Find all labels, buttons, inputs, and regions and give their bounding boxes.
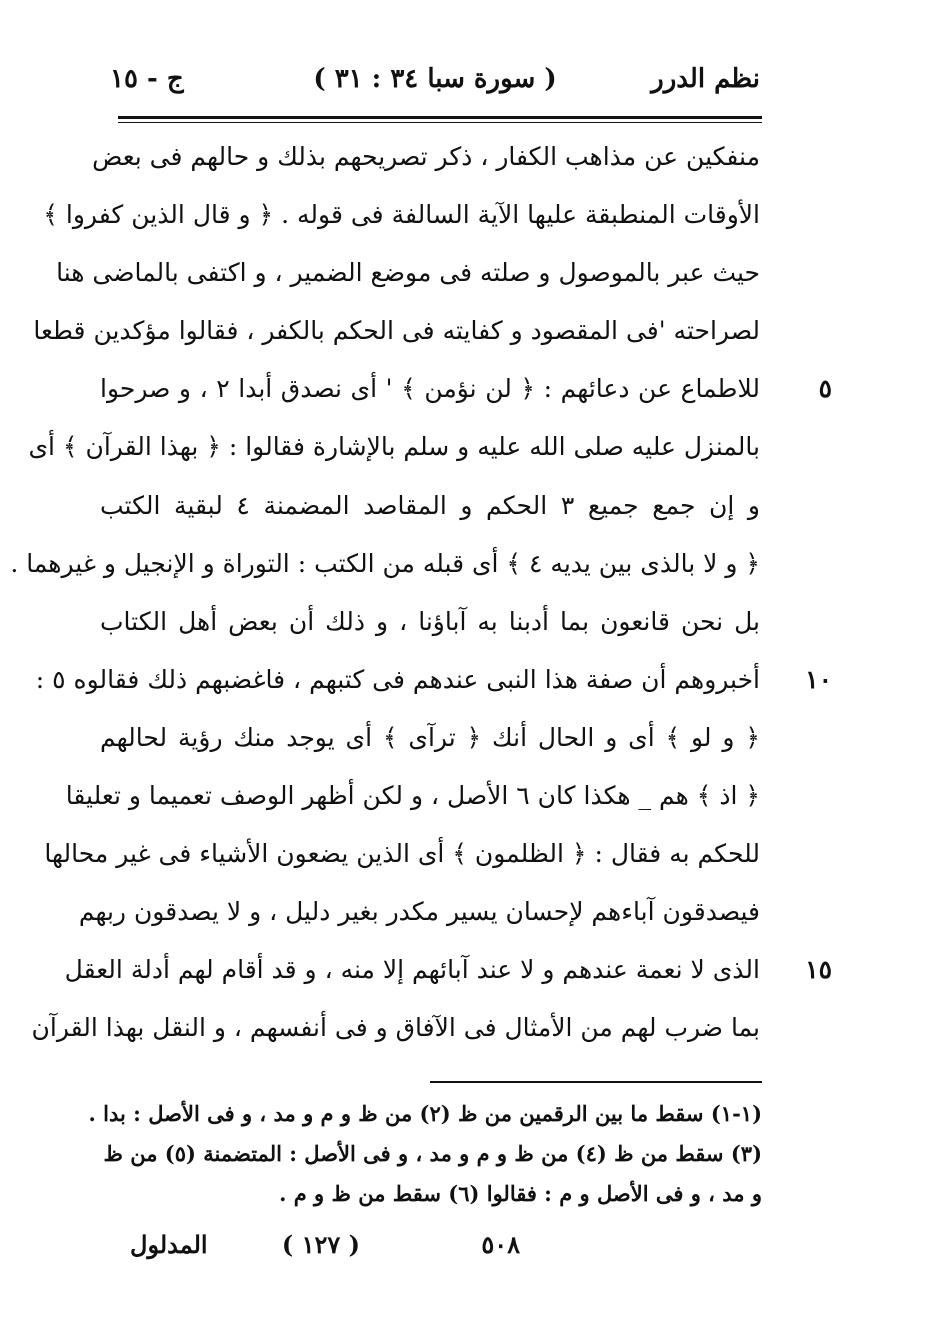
text-line: لصراحته 'فى المقصود و كفايته فى الحكم بالكفر ، فقالوا مؤكدين قطعا [33,316,760,346]
book-title: نظم الدرر [651,64,760,94]
volume-number: ج - ١٥ [110,64,184,94]
footnote-line: (٣) سقط من ظ (٤) من ظ و م و مد ، و فى الأصل : المتضمنة (٥) من ظ [103,1141,762,1166]
footnote-line: و مد ، و فى الأصل و م : فقالوا (٦) سقط من ظ و م . [279,1181,762,1206]
footnotes [88,1094,762,1214]
main-text [10,128,832,1058]
text-line: للحكم به فقال : ﴿ الظلمون ﴾ أى الذين يضعون الأشياء فى غير محالها [44,839,760,869]
catchword: المدلول [130,1230,208,1259]
text-line: بالمنزل عليه صلى الله عليه و سلم بالإشارة فقالوا : ﴿ بهذا القرآن ﴾ أى [28,432,760,462]
text-line: بل نحن قانعون بما أدبنا به آباؤنا ، و ذلك أن بعض أهل الكتاب [100,606,760,636]
text-line-10 [35,651,832,709]
text-line: بما ضرب لهم من الأمثال فى الآفاق و فى أنفسهم ، و النقل بهذا القرآن [31,1013,760,1043]
footnote-rule [430,1081,762,1083]
text-line-content: الذى لا نعمة عندهم و لا عند آبائهم إلا منه ، و قد أقام لهم أدلة العقل [64,955,760,985]
header-rule-thick [118,116,762,119]
header-rule-thin [118,122,762,123]
text-line-15 [64,941,832,999]
text-line: منفكين عن مذاهب الكفار ، ذكر تصريحهم بذلك و حالهم فى بعض [92,142,760,171]
text-line: الأوقات المنطبقة عليها الآية السالفة فى قوله . ﴿ و قال الذين كفروا ﴾ [43,200,760,230]
text-line: ﴿ و لو ﴾ أى و الحال أنك ﴿ ترآى ﴾ أى يوجد منك رؤية لحالهم [100,722,760,752]
text-line-content: أخبروهم أن صفة هذا النبى عندهم فى كتبهم ، فاغضبهم ذلك فقالوه ٥ : [35,664,760,694]
text-line-content: للاطماع عن دعائهم : ﴿ لن نؤمن ﴾ ' أى نصدق أبدا ٢ ، و صرحوا [100,374,760,404]
text-line: ﴿ و لا بالذى بين يديه ٤ ﴾ أى قبله من الكتب : التوراة و الإنجيل و غيرهما . [10,548,760,578]
footer-code: ( ١٢٧ ) [281,1230,360,1259]
text-line: حيث عبر بالموصول و صلته فى موضع الضمير ، و اكتفى بالماضى هنا [56,258,760,288]
line-number: ١٠ [805,664,832,694]
page-footer [130,1230,520,1270]
line-number: ١٥ [805,955,832,985]
footnote-line: (١-١) سقط ما بين الرقمين من ظ (٢) من ظ و م و مد ، و فى الأصل : بدا . [88,1101,762,1126]
page-number: ٥٠٨ [481,1230,520,1259]
text-line: فيصدقون آباءهم لإحسان يسير مكدر بغير دليل ، و لا يصدقون ربهم [78,897,760,927]
text-line-5 [100,360,832,418]
page-header [110,64,760,108]
surah-reference: ( سورة سبا ٣٤ : ٣١ ) [313,64,557,94]
line-number: ٥ [818,374,832,404]
text-line: و إن جمع جميع ٣ الحكم و المقاصد المضمنة ٤ لبقية الكتب [100,490,760,520]
text-line: ﴿ اذ ﴾ هم _ هكذا كان ٦ الأصل ، و لكن أظهر الوصف تعميما و تعليقا [65,781,760,811]
